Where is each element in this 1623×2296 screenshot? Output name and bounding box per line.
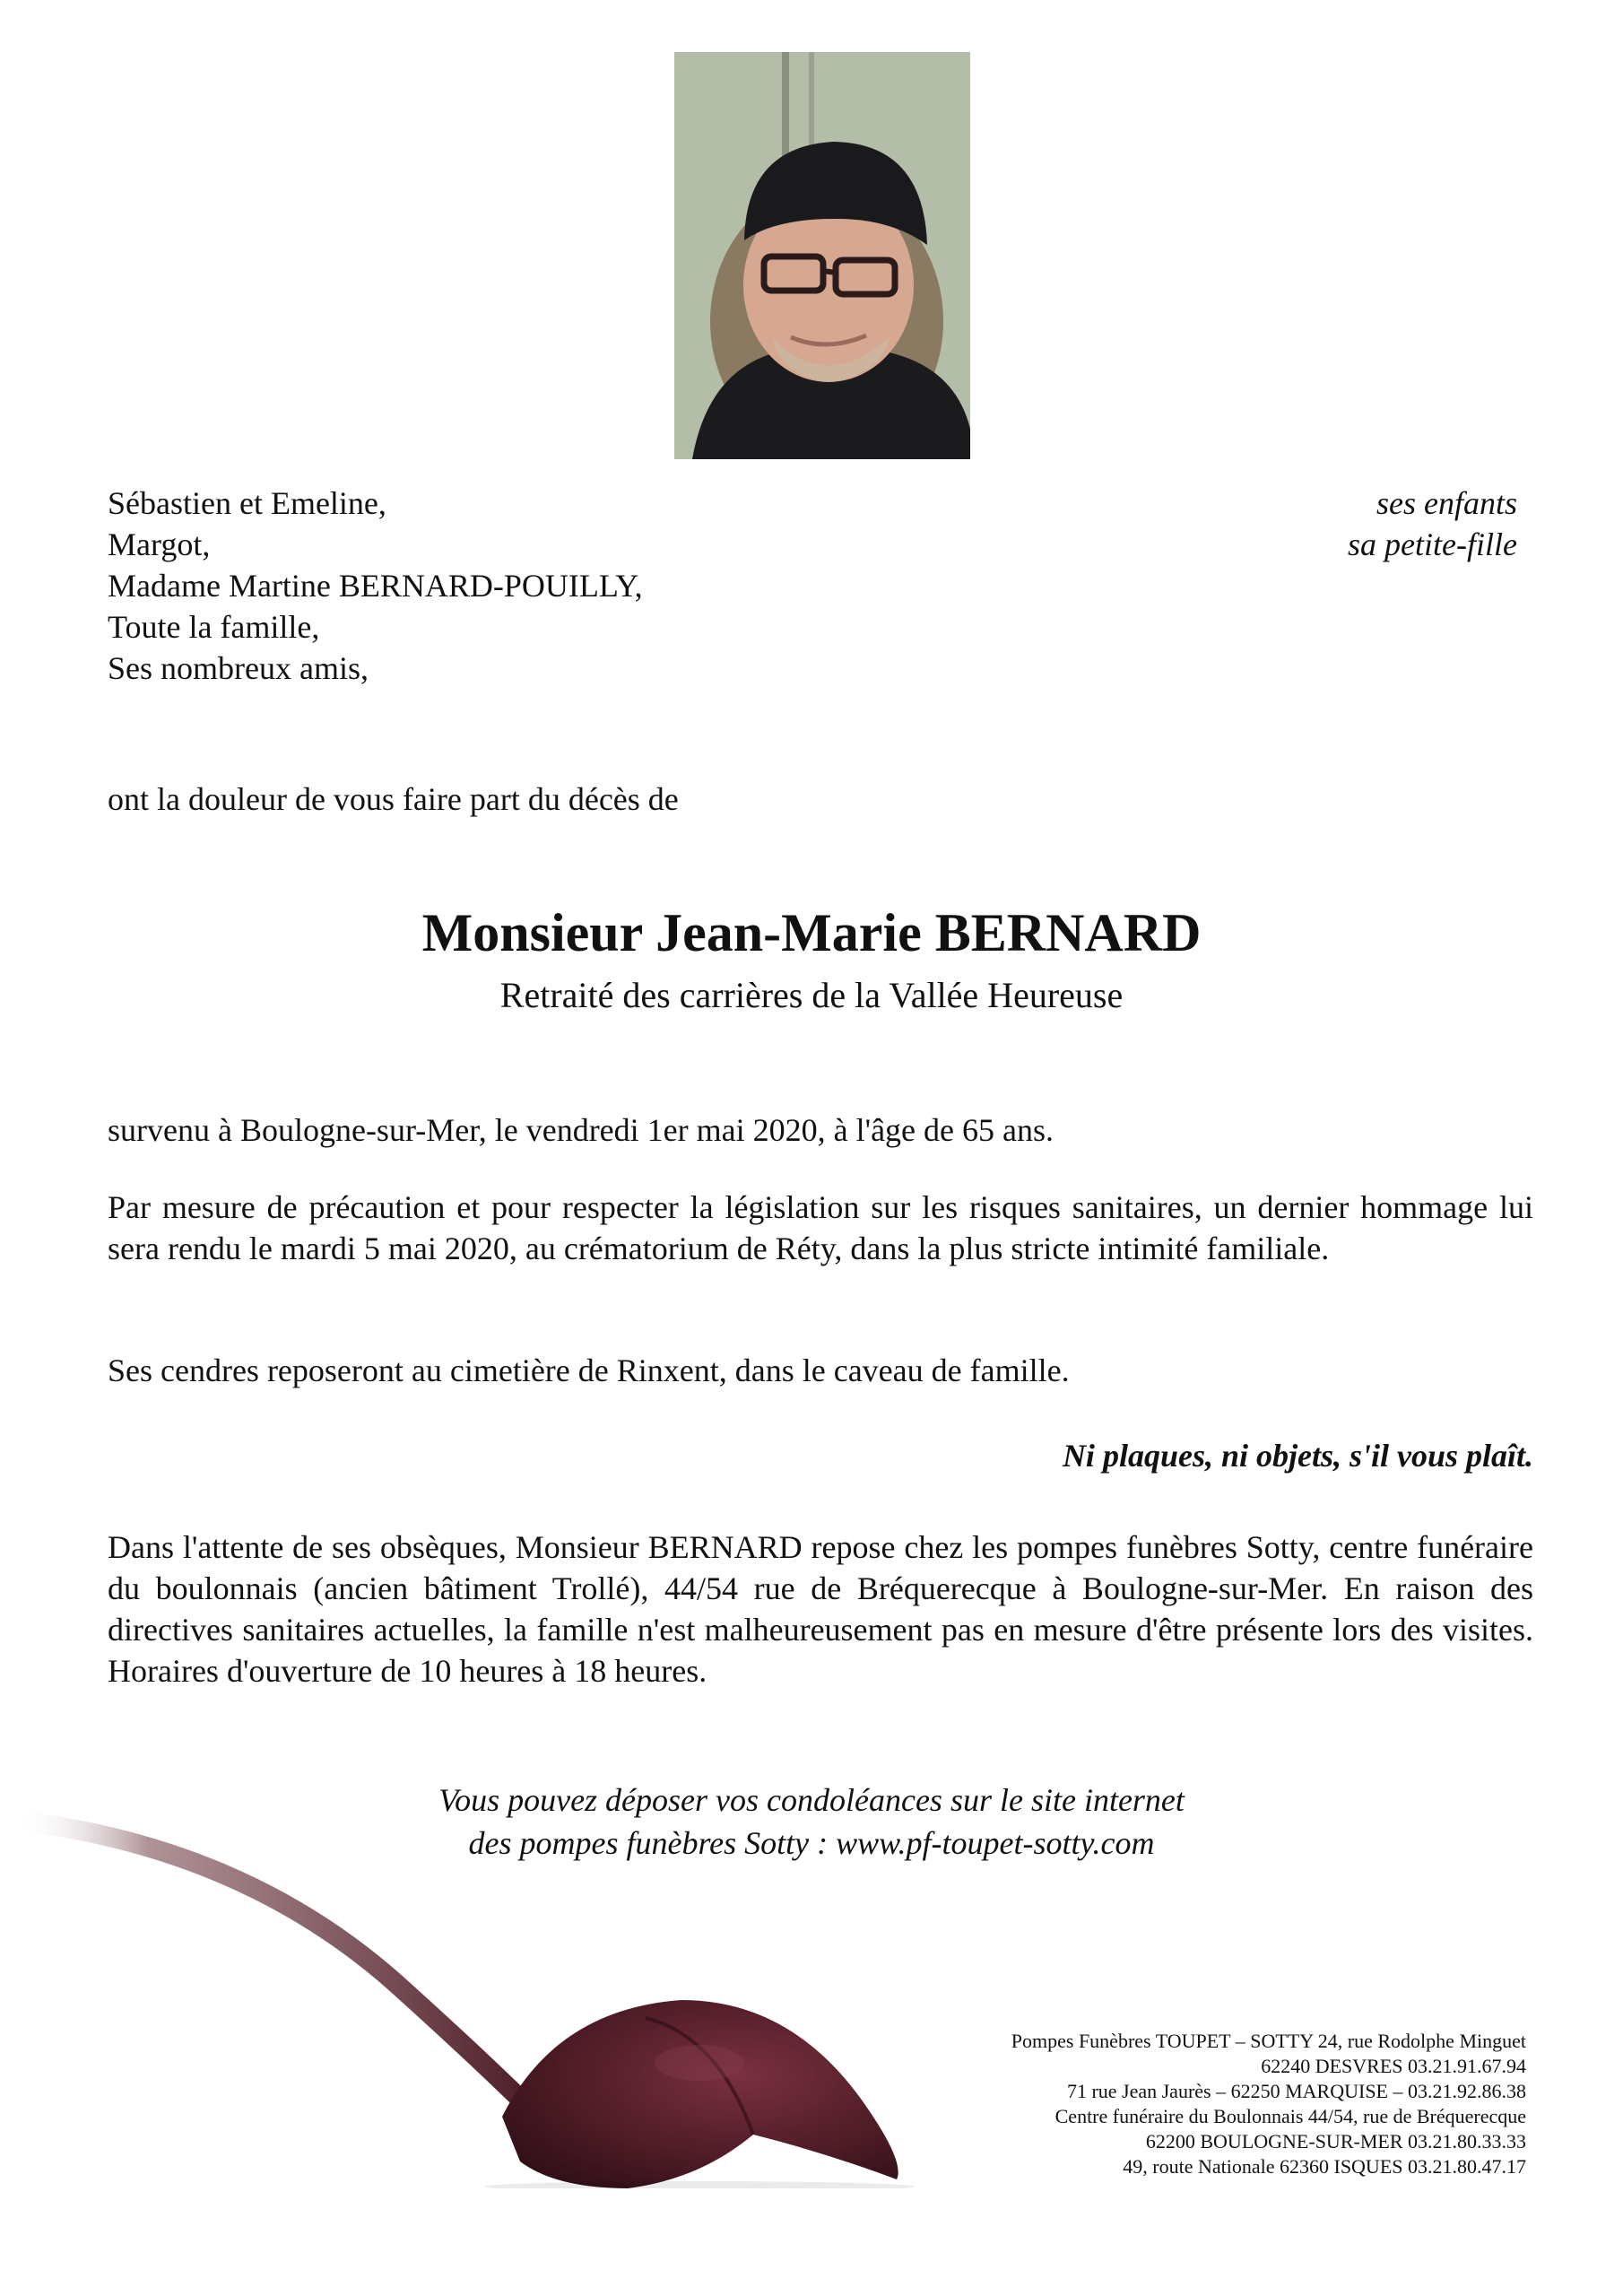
deceased-name: Monsieur Jean-Marie BERNARD bbox=[421, 903, 1202, 962]
announcement-line: ont la douleur de vous faire part du décès de bbox=[108, 781, 679, 817]
funeral-home-contacts bbox=[845, 2029, 1526, 2179]
family-line: Sébastien et Emeline, bbox=[108, 485, 386, 521]
family-line: Toute la famille, bbox=[108, 609, 320, 645]
family-line: Madame Martine BERNARD-POUILLY, bbox=[108, 568, 643, 604]
condolences-line-1: Vous pouvez déposer vos condoléances sur le site internet bbox=[438, 1782, 1185, 1818]
family-line: Margot, bbox=[108, 526, 211, 562]
tribute-paragraph: Par mesure de précaution et pour respecter la législation sur les risques sanitaires, un dernier hommage lui sera rendu le mardi 5 mai 2020, au crématorium de Réty, dans la plus stricte intimité familiale. bbox=[108, 1189, 1533, 1266]
contact-line: Pompes Funèbres TOUPET – SOTTY 24, rue Rodolphe Minguet bbox=[1011, 2030, 1526, 2052]
family-list bbox=[108, 483, 1004, 689]
deceased-title: Retraité des carrières de la Vallée Heureuse bbox=[499, 975, 1124, 1015]
contact-line: 62240 DESVRES 03.21.91.67.94 bbox=[1261, 2055, 1526, 2077]
condolences-line-2: des pompes funèbres Sotty : www.pf-toupet-sotty.com bbox=[468, 1825, 1155, 1861]
contact-line: 62200 BOULOGNE-SUR-MER 03.21.80.33.33 bbox=[1145, 2130, 1526, 2152]
relation-children: ses enfants bbox=[1376, 485, 1517, 521]
death-date-paragraph: survenu à Boulogne-sur-Mer, le vendredi 1er mai 2020, à l'âge de 65 ans. bbox=[108, 1112, 1055, 1148]
no-plaques-notice: Ni plaques, ni objets, s'il vous plaît. bbox=[1062, 1438, 1533, 1474]
relation-granddaughter: sa petite-fille bbox=[1348, 526, 1517, 562]
family-relations bbox=[1069, 483, 1517, 565]
contact-line: Centre funéraire du Boulonnais 44/54, rue de Bréquerecque bbox=[1055, 2105, 1526, 2127]
ashes-paragraph: Ses cendres reposeront au cimetière de Rinxent, dans le caveau de famille. bbox=[108, 1352, 1070, 1388]
portrait-photo bbox=[674, 52, 970, 459]
family-line: Ses nombreux amis, bbox=[108, 650, 369, 686]
visitation-paragraph: Dans l'attente de ses obsèques, Monsieur BERNARD repose chez les pompes funèbres Sotty, centre funéraire du boulonnais (ancien bâtiment Trollé), 44/54 rue de Bréquerecque à Boulogne-sur-Mer. En raison des directives sanitaires actuelles, la famille n'est malheureusement pas en mesure d'être présente lors des visites. Horaires d'ouverture de 10 heures à 18 heures. bbox=[108, 1529, 1533, 1689]
contact-line: 49, route Nationale 62360 ISQUES 03.21.80.47.17 bbox=[1123, 2155, 1526, 2178]
contact-line: 71 rue Jean Jaurès – 62250 MARQUISE – 03.21.92.86.38 bbox=[1066, 2080, 1526, 2102]
condolences-notice bbox=[0, 1779, 1623, 1865]
